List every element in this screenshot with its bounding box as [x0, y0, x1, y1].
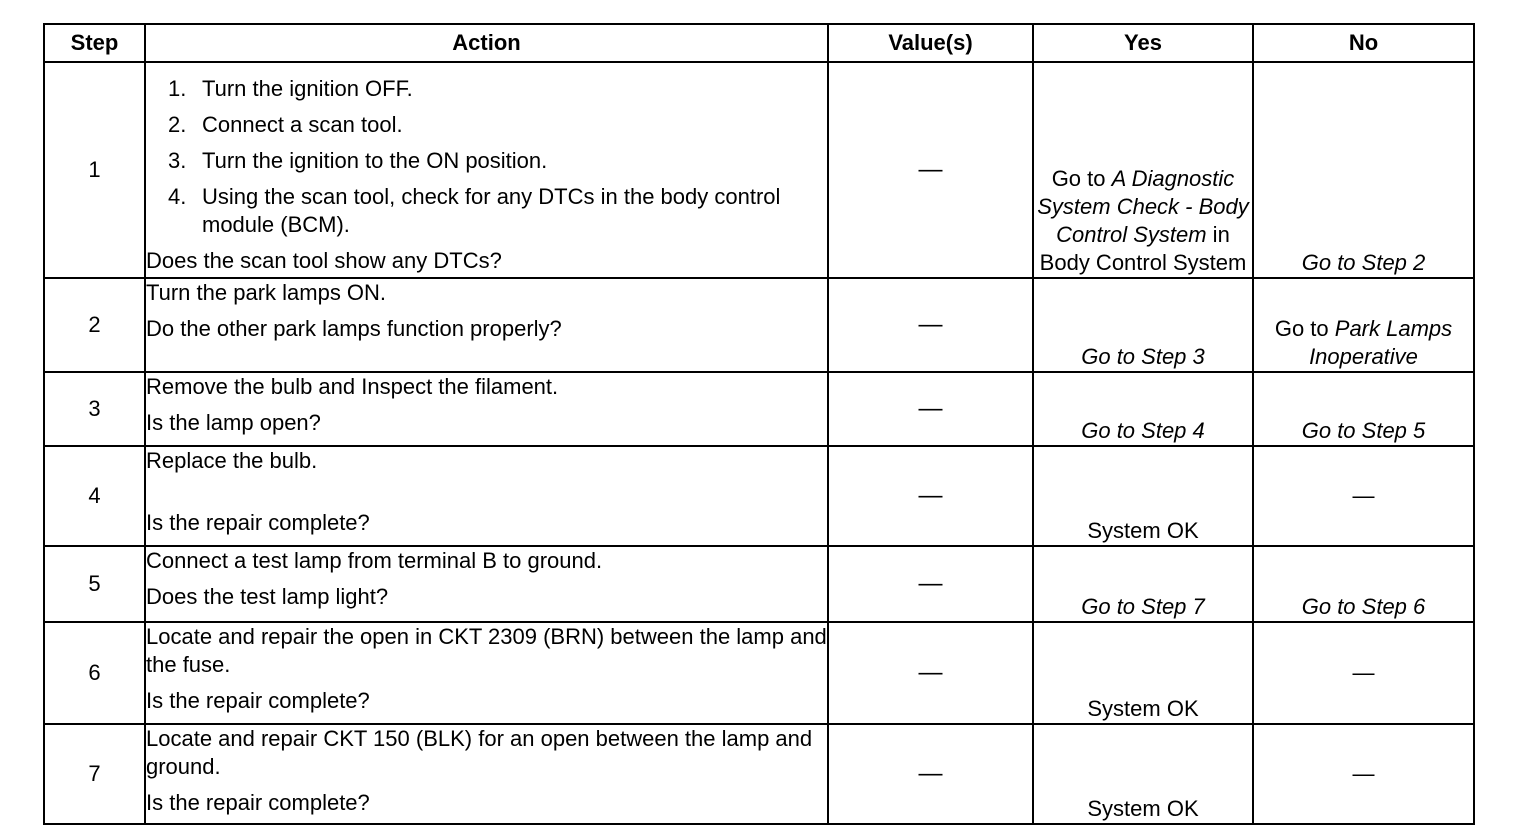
table-row: [44, 278, 1474, 372]
no-cell: —: [1253, 724, 1474, 824]
table-row: [44, 546, 1474, 622]
step-link[interactable]: Go to Step 7: [1081, 594, 1205, 619]
diagnostic-table: [43, 23, 1475, 825]
table-row: [44, 62, 1474, 278]
question: Does the scan tool show any DTCs?: [146, 248, 502, 273]
value-cell: —: [828, 546, 1033, 622]
list-item: 3. Turn the ignition to the ON position.: [168, 148, 548, 173]
list-item: 4. Using the scan tool, check for any DTCs in the body control module (BCM).: [168, 184, 781, 237]
header-values: Value(s): [828, 24, 1033, 62]
no-cell: —: [1253, 622, 1474, 724]
yes-cell: [1033, 372, 1253, 446]
value-cell: —: [828, 622, 1033, 724]
step-number: 1: [44, 62, 145, 278]
no-cell: Go to Park Lamps Inoperative: [1253, 278, 1474, 372]
step-link[interactable]: Go to Step 3: [1081, 344, 1205, 369]
no-cell: [1253, 546, 1474, 622]
question: Is the repair complete?: [146, 510, 370, 535]
value-cell: —: [828, 724, 1033, 824]
action-cell: Locate and repair the open in CKT 2309 (BRN) between the lamp and the fuse. Is the repair complete?: [145, 622, 828, 724]
question: Is the repair complete?: [146, 688, 370, 713]
header-action: Action: [145, 24, 828, 62]
step-number: 6: [44, 622, 145, 724]
step-link[interactable]: Go to Step 4: [1081, 418, 1205, 443]
yes-cell: System OK: [1033, 724, 1253, 824]
action-cell: Turn the park lamps ON. Do the other park lamps function properly?: [145, 278, 828, 372]
step-number: 7: [44, 724, 145, 824]
step-link[interactable]: Go to Step 5: [1301, 418, 1426, 443]
step-number: 2: [44, 278, 145, 372]
value-cell: —: [828, 372, 1033, 446]
no-cell: [1253, 372, 1474, 446]
step-number: 5: [44, 546, 145, 622]
yes-cell: [1033, 278, 1253, 372]
action-cell: Locate and repair CKT 150 (BLK) for an open between the lamp and ground. Is the repair complete?: [145, 724, 828, 824]
step-link[interactable]: Go to Step 6: [1301, 594, 1426, 619]
yes-cell: [1033, 546, 1253, 622]
no-cell: —: [1253, 446, 1474, 546]
question: Is the repair complete?: [146, 790, 370, 815]
action-cell: [145, 62, 828, 278]
action-cell: Remove the bulb and Inspect the filament. Is the lamp open?: [145, 372, 828, 446]
question: Does the test lamp light?: [146, 584, 389, 609]
yes-cell: System OK: [1033, 446, 1253, 546]
value-cell: —: [828, 62, 1033, 278]
action-cell: Connect a test lamp from terminal B to ground. Does the test lamp light?: [145, 546, 828, 622]
reference-link[interactable]: A Diagnostic System Check - Body Control System: [1037, 166, 1249, 247]
no-cell: [1253, 62, 1474, 278]
header-yes: Yes: [1033, 24, 1253, 62]
header-row: [44, 24, 1474, 62]
action-cell: Replace the bulb. Is the repair complete?: [145, 446, 828, 546]
value-cell: —: [828, 278, 1033, 372]
yes-cell: System OK: [1033, 622, 1253, 724]
step-link[interactable]: Go to Step 2: [1301, 250, 1426, 275]
header-no: No: [1253, 24, 1474, 62]
list-item: 2. Connect a scan tool.: [168, 112, 403, 137]
question: Do the other park lamps function properly?: [146, 316, 562, 341]
table-row: [44, 622, 1474, 724]
reference-link[interactable]: Park Lamps Inoperative: [1309, 316, 1453, 369]
list-item: 1. Turn the ignition OFF.: [168, 76, 413, 101]
table-row: [44, 372, 1474, 446]
yes-cell: Go to A Diagnostic System Check - Body Control System in Body Control System: [1033, 62, 1253, 278]
header-step: Step: [44, 24, 145, 62]
value-cell: —: [828, 446, 1033, 546]
question: Is the lamp open?: [146, 410, 321, 435]
table-row: [44, 446, 1474, 546]
step-number: 3: [44, 372, 145, 446]
step-number: 4: [44, 446, 145, 546]
table-row: [44, 724, 1474, 824]
